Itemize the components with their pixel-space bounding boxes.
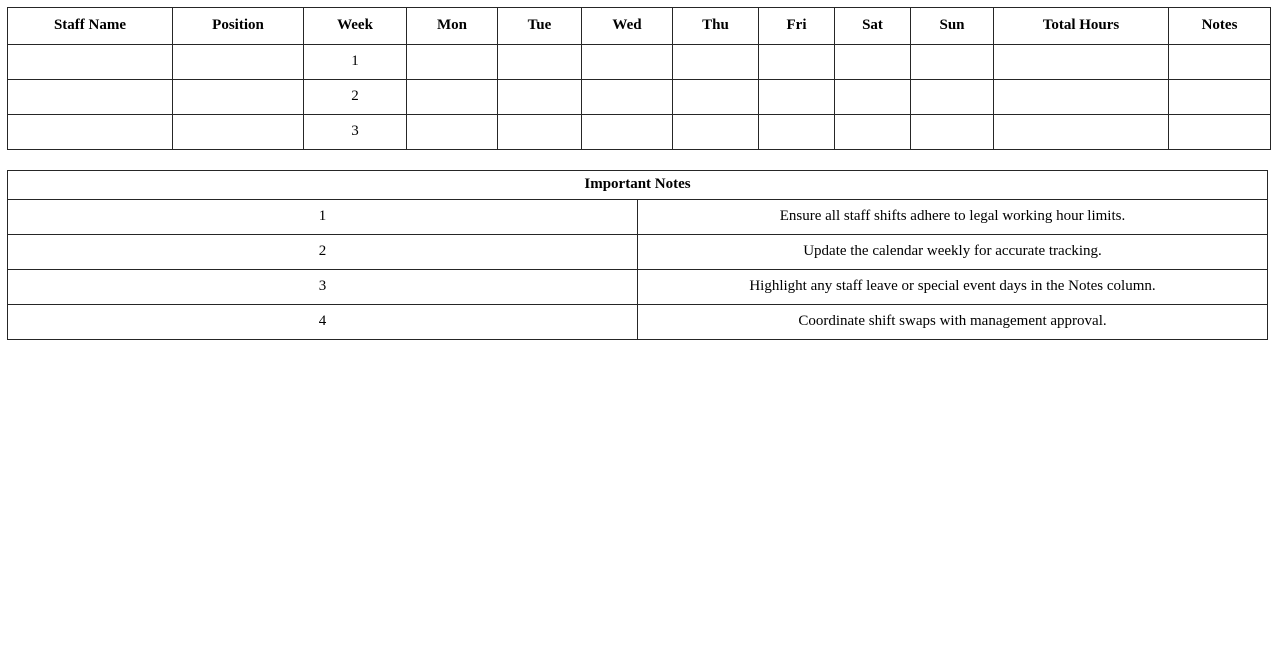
note-index-3: 3 [8, 270, 638, 305]
schedule-cell-thu-row3[interactable] [673, 115, 759, 150]
note-index-4: 4 [8, 305, 638, 340]
schedule-cell-notes-row3[interactable] [1169, 115, 1271, 150]
schedule-cell-tue-row2[interactable] [498, 80, 582, 115]
schedule-cell-position-row2[interactable] [173, 80, 304, 115]
schedule-cell-fri-row2[interactable] [759, 80, 835, 115]
schedule-header-sun: Sun [911, 8, 994, 45]
schedule-cell-thu-row1[interactable] [673, 45, 759, 80]
schedule-header-fri: Fri [759, 8, 835, 45]
schedule-table-body [8, 45, 1271, 150]
schedule-cell-fri-row3[interactable] [759, 115, 835, 150]
schedule-header-wed: Wed [582, 8, 673, 45]
list-item [8, 200, 1268, 235]
schedule-cell-tue-row3[interactable] [498, 115, 582, 150]
schedule-header-sat: Sat [835, 8, 911, 45]
schedule-cell-week-row2[interactable]: 2 [304, 80, 407, 115]
schedule-header-week: Week [304, 8, 407, 45]
schedule-header-position: Position [173, 8, 304, 45]
schedule-cell-thu-row2[interactable] [673, 80, 759, 115]
schedule-cell-fri-row1[interactable] [759, 45, 835, 80]
schedule-header-tue: Tue [498, 8, 582, 45]
note-text-1: Ensure all staff shifts adhere to legal working hour limits. [638, 200, 1268, 235]
schedule-cell-sun-row1[interactable] [911, 45, 994, 80]
notes-table-body [8, 200, 1268, 340]
notes-title-row [8, 171, 1268, 200]
schedule-cell-position-row1[interactable] [173, 45, 304, 80]
important-notes-table [7, 170, 1268, 340]
schedule-header-staff_name: Staff Name [8, 8, 173, 45]
schedule-cell-mon-row2[interactable] [407, 80, 498, 115]
list-item [8, 270, 1268, 305]
table-row [8, 80, 1271, 115]
table-row [8, 115, 1271, 150]
schedule-header-mon: Mon [407, 8, 498, 45]
schedule-table-head [8, 8, 1271, 45]
important-notes-container [7, 170, 1268, 340]
schedule-cell-sat-row2[interactable] [835, 80, 911, 115]
schedule-header-total_hours: Total Hours [994, 8, 1169, 45]
schedule-cell-week-row3[interactable]: 3 [304, 115, 407, 150]
note-text-3: Highlight any staff leave or special event days in the Notes column. [638, 270, 1268, 305]
schedule-header-thu: Thu [673, 8, 759, 45]
staff-shift-schedule-table [7, 7, 1271, 150]
schedule-cell-mon-row1[interactable] [407, 45, 498, 80]
schedule-cell-sun-row3[interactable] [911, 115, 994, 150]
schedule-cell-position-row3[interactable] [173, 115, 304, 150]
schedule-cell-total_hours-row2[interactable] [994, 80, 1169, 115]
schedule-cell-notes-row2[interactable] [1169, 80, 1271, 115]
schedule-header-row [8, 8, 1271, 45]
list-item [8, 235, 1268, 270]
list-item [8, 305, 1268, 340]
note-text-2: Update the calendar weekly for accurate tracking. [638, 235, 1268, 270]
schedule-cell-sat-row1[interactable] [835, 45, 911, 80]
schedule-cell-notes-row1[interactable] [1169, 45, 1271, 80]
schedule-cell-total_hours-row3[interactable] [994, 115, 1169, 150]
note-index-1: 1 [8, 200, 638, 235]
schedule-cell-total_hours-row1[interactable] [994, 45, 1169, 80]
staff-shift-schedule-container [7, 7, 1271, 150]
schedule-cell-week-row1[interactable]: 1 [304, 45, 407, 80]
schedule-cell-wed-row3[interactable] [582, 115, 673, 150]
table-row [8, 45, 1271, 80]
notes-table-title: Important Notes [8, 171, 1268, 200]
schedule-cell-staff_name-row2[interactable] [8, 80, 173, 115]
notes-table-head [8, 171, 1268, 200]
schedule-cell-sat-row3[interactable] [835, 115, 911, 150]
schedule-cell-staff_name-row1[interactable] [8, 45, 173, 80]
schedule-cell-tue-row1[interactable] [498, 45, 582, 80]
schedule-header-notes: Notes [1169, 8, 1271, 45]
note-index-2: 2 [8, 235, 638, 270]
schedule-cell-wed-row1[interactable] [582, 45, 673, 80]
schedule-cell-wed-row2[interactable] [582, 80, 673, 115]
schedule-cell-sun-row2[interactable] [911, 80, 994, 115]
schedule-cell-staff_name-row3[interactable] [8, 115, 173, 150]
schedule-cell-mon-row3[interactable] [407, 115, 498, 150]
note-text-4: Coordinate shift swaps with management approval. [638, 305, 1268, 340]
